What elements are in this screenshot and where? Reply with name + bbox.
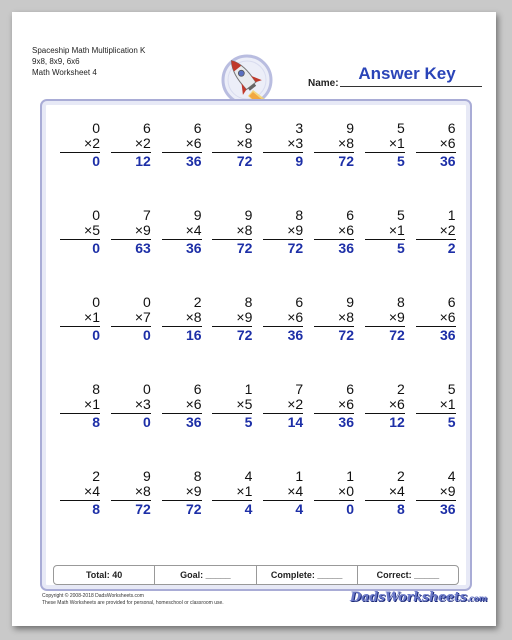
problem-1-6 — [314, 121, 354, 169]
total-cell: Total: 40 — [85, 570, 123, 580]
multiplicand: 4 — [244, 468, 253, 484]
copyright-line: Copyright © 2008-2018 DadsWorksheets.com — [42, 593, 144, 599]
problem-2-2 — [111, 208, 151, 256]
brand-logo — [350, 590, 487, 605]
multiplier: ×6 — [388, 396, 405, 412]
score-footer — [53, 565, 459, 585]
problem-grid — [42, 101, 470, 589]
multiplier: ×9 — [439, 483, 456, 499]
problem-3-5 — [263, 295, 303, 343]
problem-3-2 — [111, 295, 151, 343]
multiplicand: 0 — [143, 294, 151, 310]
multiplier: ×8 — [338, 309, 354, 325]
usage-line: These Math Worksheets are provided for personal, homeschool or classroom use. — [42, 600, 224, 606]
problem-4-7 — [365, 382, 405, 430]
multiplicand: 1 — [295, 468, 304, 484]
multiplicand: 9 — [143, 468, 151, 484]
problem-5-4 — [212, 469, 252, 517]
problem-2-8 — [416, 208, 456, 256]
answer: 36 — [186, 414, 202, 430]
answer: 5 — [397, 240, 405, 256]
problem-1-5 — [263, 121, 303, 169]
answer: 8 — [92, 501, 100, 517]
answer: 0 — [143, 327, 151, 343]
multiplier: ×1 — [84, 309, 100, 325]
multiplicand: 0 — [92, 207, 100, 223]
problem-3-8 — [416, 295, 456, 343]
multiplier: ×4 — [388, 483, 405, 499]
problem-2-4 — [212, 208, 252, 256]
multiplicand: 9 — [244, 120, 253, 136]
multiplicand: 8 — [397, 294, 405, 310]
problem-5-3 — [162, 469, 202, 517]
problem-1-8 — [416, 121, 456, 169]
multiplicand: 2 — [92, 468, 100, 484]
problem-3-7 — [365, 295, 405, 343]
problem-4-3 — [162, 382, 202, 430]
problem-1-4 — [212, 121, 252, 169]
problem-4-8 — [416, 382, 456, 430]
multiplicand: 1 — [244, 381, 253, 397]
problems-frame — [40, 99, 472, 591]
answer: 4 — [295, 501, 304, 517]
answer: 72 — [338, 153, 354, 169]
multiplicand: 6 — [193, 381, 202, 397]
problem-3-6 — [314, 295, 354, 343]
multiplicand: 7 — [143, 207, 151, 223]
answer: 72 — [236, 327, 253, 343]
multiplier: ×8 — [338, 135, 354, 151]
multiplier: ×6 — [439, 309, 456, 325]
multiplicand: 6 — [346, 207, 354, 223]
answer: 5 — [244, 414, 253, 430]
answer: 72 — [236, 240, 253, 256]
multiplier: ×4 — [185, 222, 202, 238]
problem-5-5 — [263, 469, 303, 517]
worksheet-header — [32, 45, 145, 78]
problem-4-2 — [111, 382, 151, 430]
multiplicand: 8 — [193, 468, 202, 484]
multiplier: ×6 — [185, 135, 202, 151]
multiplicand: 6 — [193, 120, 202, 136]
goal-cell: Goal: _____ — [154, 566, 255, 584]
multiplicand: 0 — [143, 381, 151, 397]
multiplicand: 9 — [346, 294, 354, 310]
name-label: Name: — [308, 78, 339, 89]
answer: 36 — [440, 327, 456, 343]
answer: 2 — [447, 240, 456, 256]
problem-1-2 — [111, 121, 151, 169]
multiplicand: 6 — [447, 120, 456, 136]
multiplier: ×8 — [134, 483, 151, 499]
multiplier: ×4 — [84, 483, 100, 499]
multiplicand: 0 — [92, 120, 100, 136]
answer: 4 — [244, 501, 253, 517]
multiplier: ×3 — [287, 135, 304, 151]
multiplicand: 6 — [143, 120, 151, 136]
problem-5-7 — [365, 469, 405, 517]
multiplier: ×8 — [236, 135, 253, 151]
answer: 0 — [92, 153, 100, 169]
answer: 16 — [186, 327, 202, 343]
problem-4-4 — [212, 382, 252, 430]
multiplier: ×4 — [287, 483, 304, 499]
answer: 72 — [389, 327, 405, 343]
answer-key-title: Answer Key — [358, 64, 456, 83]
multiplicand: 0 — [92, 294, 100, 310]
multiplier: ×3 — [134, 396, 151, 412]
multiplier: ×6 — [338, 222, 354, 238]
problem-3-4 — [212, 295, 252, 343]
multiplicand: 1 — [447, 207, 456, 223]
worksheet-number: Math Worksheet 4 — [32, 68, 97, 77]
problem-3-1 — [60, 295, 100, 343]
multiplier: ×5 — [236, 396, 253, 412]
problem-1-7 — [365, 121, 405, 169]
answer: 9 — [295, 153, 304, 169]
answer: 72 — [338, 327, 354, 343]
answer: 72 — [135, 501, 151, 517]
answer: 0 — [143, 414, 151, 430]
copyright-notice — [42, 593, 224, 607]
answer: 36 — [186, 240, 202, 256]
answer: 63 — [135, 240, 151, 256]
problem-5-1 — [60, 469, 100, 517]
multiplier: ×2 — [439, 222, 456, 238]
multiplier: ×1 — [84, 396, 100, 412]
answer: 72 — [186, 501, 202, 517]
multiplicand: 3 — [295, 120, 304, 136]
problem-2-6 — [314, 208, 354, 256]
problem-4-1 — [60, 382, 100, 430]
multiplier: ×6 — [185, 396, 202, 412]
problem-5-8 — [416, 469, 456, 517]
multiplier: ×5 — [84, 222, 100, 238]
name-line — [340, 86, 482, 87]
problem-1-1 — [60, 121, 100, 169]
multiplier: ×1 — [236, 483, 253, 499]
answer: 0 — [346, 501, 354, 517]
worksheet-facts: 9x8, 8x9, 6x6 — [32, 57, 80, 66]
multiplicand: 8 — [295, 207, 304, 223]
multiplier: ×9 — [236, 309, 253, 325]
multiplicand: 1 — [346, 468, 354, 484]
multiplier: ×1 — [439, 396, 456, 412]
answer: 14 — [287, 414, 304, 430]
multiplier: ×1 — [388, 135, 405, 151]
correct-cell: Correct: _____ — [357, 566, 458, 584]
problem-2-5 — [263, 208, 303, 256]
multiplicand: 9 — [244, 207, 253, 223]
answer: 36 — [338, 414, 354, 430]
multiplier: ×9 — [185, 483, 202, 499]
problem-2-7 — [365, 208, 405, 256]
brand-name: DadsWorksheets — [350, 590, 467, 605]
multiplicand: 6 — [295, 294, 304, 310]
answer: 72 — [236, 153, 253, 169]
answer: 5 — [447, 414, 456, 430]
answer: 12 — [389, 414, 405, 430]
multiplier: ×9 — [287, 222, 304, 238]
multiplier: ×2 — [84, 135, 100, 151]
problem-2-1 — [60, 208, 100, 256]
worksheet-title: Spaceship Math Multiplication K — [32, 46, 146, 55]
multiplier: ×6 — [338, 396, 354, 412]
worksheet-page — [12, 12, 496, 626]
multiplicand: 7 — [295, 381, 304, 397]
problem-4-6 — [314, 382, 354, 430]
problem-5-6 — [314, 469, 354, 517]
multiplicand: 6 — [346, 381, 354, 397]
multiplier: ×1 — [388, 222, 405, 238]
multiplier: ×7 — [134, 309, 151, 325]
brand-tld: .com — [466, 593, 487, 603]
answer: 0 — [92, 327, 100, 343]
problem-3-3 — [162, 295, 202, 343]
multiplier: ×6 — [287, 309, 304, 325]
answer: 0 — [92, 240, 100, 256]
answer: 36 — [440, 501, 456, 517]
multiplicand: 4 — [447, 468, 456, 484]
problem-4-5 — [263, 382, 303, 430]
answer: 36 — [338, 240, 354, 256]
answer: 36 — [186, 153, 202, 169]
multiplicand: 8 — [92, 381, 100, 397]
multiplicand: 2 — [397, 468, 405, 484]
multiplier: ×8 — [185, 309, 202, 325]
multiplier: ×0 — [338, 483, 354, 499]
answer: 12 — [135, 153, 151, 169]
complete-cell: Complete: _____ — [256, 566, 357, 584]
answer: 36 — [287, 327, 304, 343]
multiplicand: 5 — [397, 207, 405, 223]
multiplicand: 5 — [397, 120, 405, 136]
answer: 8 — [92, 414, 100, 430]
answer: 8 — [397, 501, 405, 517]
answer: 72 — [287, 240, 304, 256]
multiplicand: 9 — [346, 120, 354, 136]
multiplicand: 9 — [193, 207, 202, 223]
multiplier: ×8 — [236, 222, 253, 238]
multiplier: ×9 — [388, 309, 405, 325]
answer: 36 — [440, 153, 456, 169]
problem-5-2 — [111, 469, 151, 517]
multiplicand: 5 — [447, 381, 456, 397]
multiplier: ×9 — [134, 222, 151, 238]
multiplier: ×2 — [134, 135, 151, 151]
answer: 5 — [397, 153, 405, 169]
problem-1-3 — [162, 121, 202, 169]
multiplicand: 6 — [447, 294, 456, 310]
multiplicand: 8 — [244, 294, 253, 310]
multiplicand: 2 — [193, 294, 202, 310]
multiplier: ×6 — [439, 135, 456, 151]
problem-2-3 — [162, 208, 202, 256]
multiplicand: 2 — [397, 381, 405, 397]
multiplier: ×2 — [287, 396, 304, 412]
